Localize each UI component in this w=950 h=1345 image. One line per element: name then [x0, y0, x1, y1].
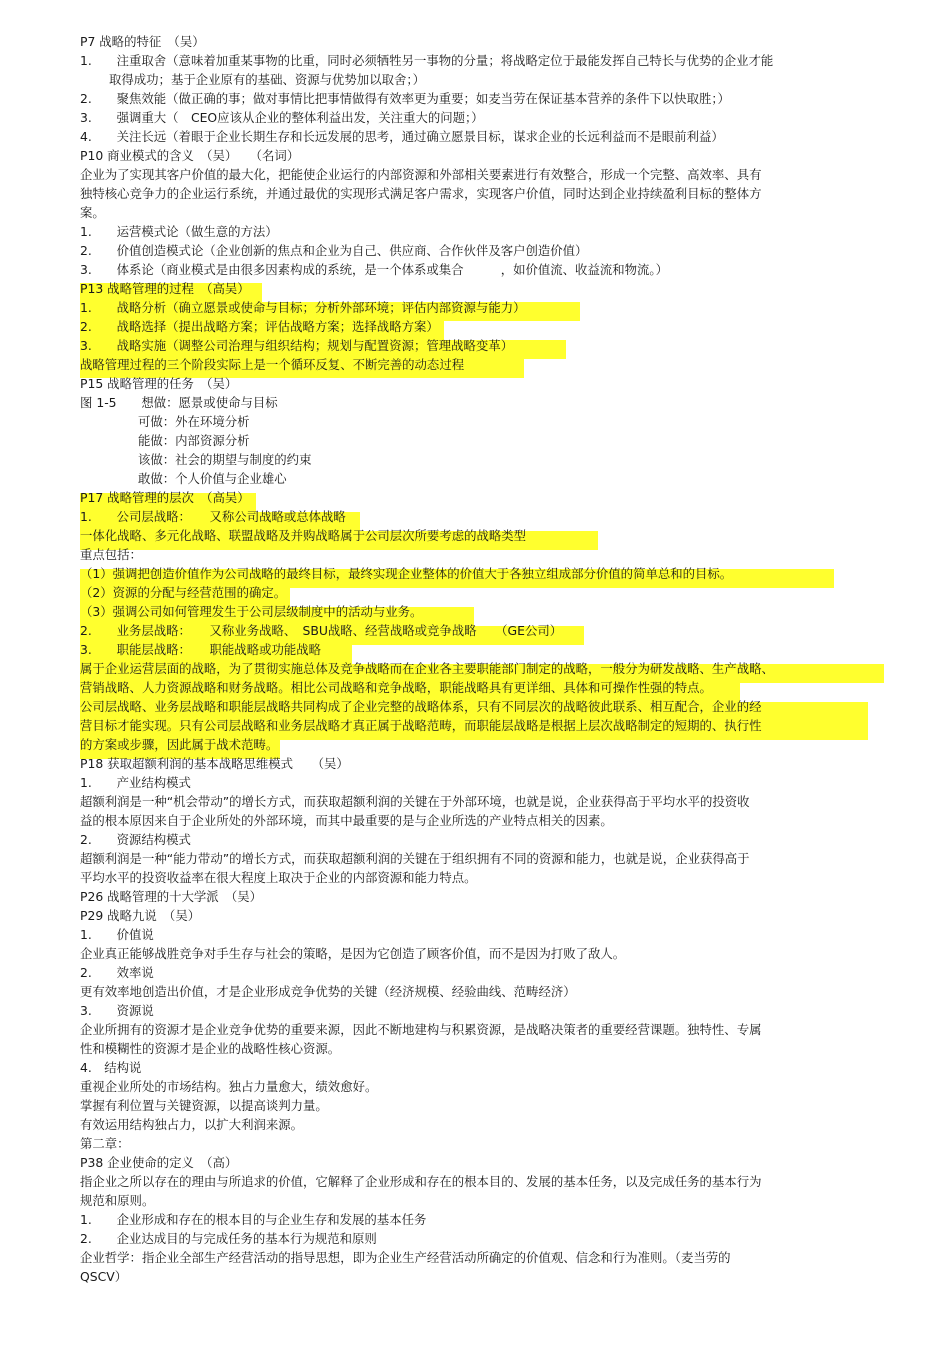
- text-line: 超额利润是一种“机会带动”的增长方式，而获取超额利润的关键在于外部环境，也就是说，企业获得高于平均水平的投资收: [80, 794, 750, 809]
- text-line: 1. 价值说: [80, 927, 154, 942]
- text-line: P15 战略管理的任务 （吴）: [80, 376, 238, 391]
- text-line: P29 战略九说 （吴）: [80, 908, 201, 923]
- text-line: 2. 业务层战略： 又称业务战略、 SBU战略、经营战略或竞争战略 （GE公司）: [80, 623, 563, 638]
- text-line: 2. 价值创造模式论（企业创新的焦点和企业为自己、供应商、合作伙伴及客户创造价值）: [80, 243, 588, 258]
- text-line: 1. 企业形成和存在的根本目的与企业生存和发展的基本任务: [80, 1212, 427, 1227]
- text-line: 3. 职能层战略： 职能战略或功能战略: [80, 642, 322, 657]
- text-line: （2）资源的分配与经营范围的确定。: [80, 585, 287, 600]
- text-line: 2. 战略选择（提出战略方案；评估战略方案；选择战略方案）: [80, 319, 439, 334]
- text-line: P38 企业使命的定义 （高）: [80, 1155, 238, 1170]
- text-line: 敢做：个人价值与企业雄心: [138, 471, 287, 486]
- text-line: 1. 产业结构模式: [80, 775, 191, 790]
- text-line: 可做：外在环境分析: [138, 414, 250, 429]
- text-line: 独特核心竞争力的企业运行系统，并通过最优的实现形式满足客户需求，实现客户价值，同时达到企业持续盈利目标的整体方: [80, 186, 762, 201]
- text-line: 有效运用结构独占力，以扩大利润来源。: [80, 1117, 304, 1132]
- text-line: 超额利润是一种“能力带动”的增长方式，而获取超额利润的关键在于组织拥有不同的资源和能力，也就是说，企业获得高于: [80, 851, 750, 866]
- text-line: 公司层战略、业务层战略和职能层战略共同构成了企业完整的战略体系，只有不同层次的战略彼此联系、相互配合，企业的经: [80, 699, 762, 714]
- text-line: 一体化战略、多元化战略、联盟战略及并购战略属于公司层次所要考虑的战略类型: [80, 528, 527, 543]
- text-line: 益的根本原因来自于企业所处的外部环境，而其中最重要的是与企业所选的产业特点相关的因素。: [80, 813, 613, 828]
- text-line: 1. 注重取舍（意味着加重某事物的比重，同时必须牺牲另一事物的分量；将战略定位于最能发挥自己特长与优势的企业才能: [80, 53, 774, 68]
- text-line: 掌握有利位置与关键资源，以提高谈判力量。: [80, 1098, 328, 1113]
- text-line: P10 商业模式的含义 （吴） （名词）: [80, 148, 300, 163]
- text-line: 企业为了实现其客户价值的最大化，把能使企业运行的内部资源和外部相关要素进行有效整合，形成一个完整、高效率、具有: [80, 167, 762, 182]
- text-line: P26 战略管理的十大学派 （吴）: [80, 889, 263, 904]
- text-line: 1. 运营模式论（做生意的方法）: [80, 224, 278, 239]
- text-line: 战略管理过程的三个阶段实际上是一个循环反复、不断完善的动态过程: [80, 357, 465, 372]
- text-line: 2. 资源结构模式: [80, 832, 191, 847]
- text-line: 企业所拥有的资源才是企业竞争优势的重要来源，因此不断地建构与积累资源，是战略决策者的重要经营课题。独特性、专属: [80, 1022, 762, 1037]
- text-line: 4. 结构说: [80, 1060, 142, 1075]
- text-line: 案。: [80, 205, 105, 220]
- text-line: QSCV）: [80, 1269, 128, 1284]
- text-line: 重点包括：: [80, 547, 142, 562]
- text-line: 第二章：: [80, 1136, 130, 1151]
- text-line: 属于企业运营层面的战略，为了贯彻实施总体及竞争战略而在企业各主要职能部门制定的战略，一般分为研发战略、生产战略、: [80, 661, 774, 676]
- text-line: 1. 公司层战略： 又称公司战略或总体战略: [80, 509, 346, 524]
- text-line: 3. 体系论（商业模式是由很多因素构成的系统，是一个体系或集合 ，如价值流、收益流和物流。）: [80, 262, 668, 277]
- text-line: 3. 战略实施（调整公司治理与组织结构；规划与配置资源；管理战略变革）: [80, 338, 514, 353]
- text-line: P7 战略的特征 （吴）: [80, 34, 205, 49]
- text-line: 指企业之所以存在的理由与所追求的价值，它解释了企业形成和存在的根本目的、发展的基本任务，以及完成任务的基本行为: [80, 1174, 762, 1189]
- text-line: 的方案或步骤，因此属于战术范畴。: [80, 737, 279, 752]
- text-line: 更有效率地创造出价值，才是企业形成竞争优势的关键（经济规模、经验曲线、范畴经济）: [80, 984, 576, 999]
- text-line: 2. 企业达成目的与完成任务的基本行为规范和原则: [80, 1231, 377, 1246]
- text-line: 该做：社会的期望与制度的约束: [138, 452, 312, 467]
- text-line: 企业哲学：指企业全部生产经营活动的指导思想，即为企业生产经营活动所确定的价值观、信念和行为准则。（麦当劳的: [80, 1250, 731, 1265]
- text-line: 3. 资源说: [80, 1003, 154, 1018]
- text-line: 3. 强调重大（ CEO应该从企业的整体利益出发，关注重大的问题；）: [80, 110, 484, 125]
- text-line: 重视企业所处的市场结构。独占力量愈大，绩效愈好。: [80, 1079, 378, 1094]
- text-line: 2. 效率说: [80, 965, 154, 980]
- text-line: 2. 聚焦效能（做正确的事；做对事情比把事情做得有效率更为重要；如麦当劳在保证基本营养的条件下以快取胜；）: [80, 91, 730, 106]
- text-line: 营目标才能实现。只有公司层战略和业务层战略才真正属于战略范畴，而职能层战略是根据上层次战略制定的短期的、执行性: [80, 718, 762, 733]
- text-line: 营销战略、人力资源战略和财务战略。相比公司战略和竞争战略，职能战略具有更详细、具体和可操作性强的特点。: [80, 680, 712, 695]
- text-line: P17 战略管理的层次 （高吴）: [80, 490, 250, 505]
- text-line: 1. 战略分析（确立愿景或使命与目标；分析外部环境；评估内部资源与能力）: [80, 300, 526, 315]
- text-line: 4. 关注长远（着眼于企业长期生存和长远发展的思考，通过确立愿景目标，谋求企业的长远利益而不是眼前利益）: [80, 129, 724, 144]
- text-line: 性和模糊性的资源才是企业的战略性核心资源。: [80, 1041, 341, 1056]
- text-line: 图 1-5 想做：愿景或使命与目标: [80, 395, 278, 410]
- text-line: 企业真正能够战胜竞争对手生存与社会的策略，是因为它创造了顾客价值，而不是因为打败了敌人。: [80, 946, 626, 961]
- text-line: 能做：内部资源分析: [138, 433, 250, 448]
- text-line: 取得成功；基于企业原有的基础、资源与优势加以取舍；）: [109, 72, 425, 87]
- text-line: P18 获取超额利润的基本战略思维模式 （吴）: [80, 756, 349, 771]
- text-line: 规范和原则。: [80, 1193, 155, 1208]
- text-line: P13 战略管理的过程 （高吴）: [80, 281, 250, 296]
- text-line: 平均水平的投资收益率在很大程度上取决于企业的内部资源和能力特点。: [80, 870, 477, 885]
- text-line: （3）强调公司如何管理发生于公司层级制度中的活动与业务。: [80, 604, 423, 619]
- text-line: （1）强调把创造价值作为公司战略的最终目标，最终实现企业整体的价值大于各独立组成部分价值的简单总和的目标。: [80, 566, 733, 581]
